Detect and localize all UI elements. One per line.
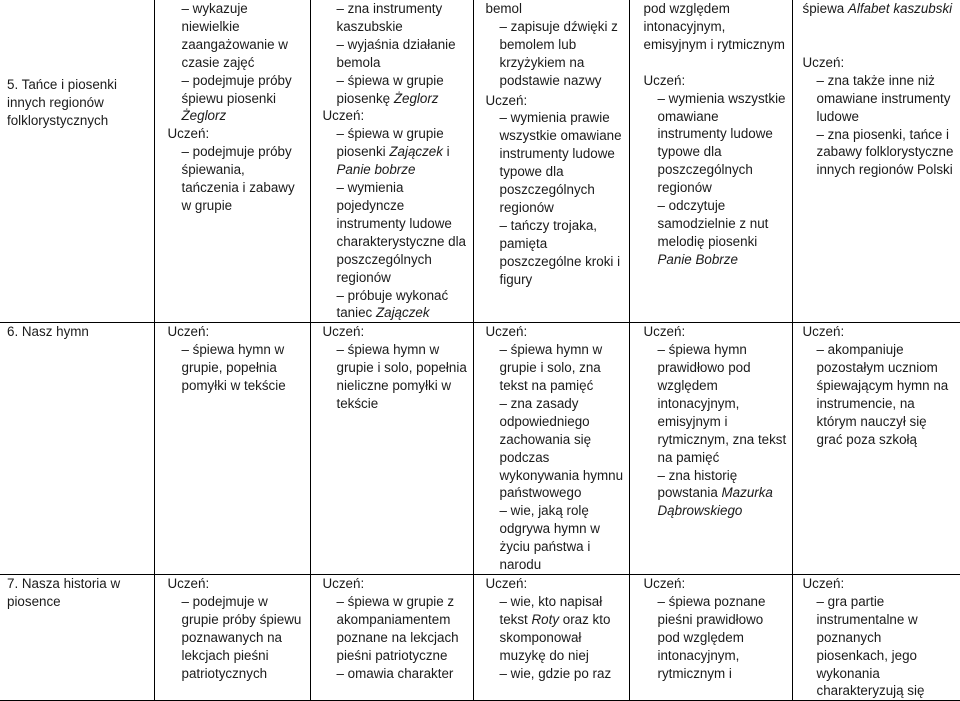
- student-label: Uczeń:: [167, 576, 210, 591]
- table-row: [0, 323, 960, 575]
- requirement: – omawia charakter: [336, 665, 454, 681]
- student-label: Uczeń:: [322, 576, 365, 591]
- grade-cell-3: [473, 0, 629, 323]
- student-label: Uczeń:: [167, 126, 210, 142]
- student-label: Uczeń:: [802, 324, 845, 340]
- student-label: Uczeń:: [322, 324, 365, 340]
- student-label: Uczeń:: [167, 324, 210, 340]
- student-label: Uczeń:: [322, 108, 365, 124]
- requirement: – śpiewa poznane pieśni prawidłowo pod względem intonacyjnym, rytmicznym i: [657, 593, 766, 681]
- grade-cell-4: [629, 0, 792, 323]
- requirement: – śpiewa hymn prawidłowo pod względem intonacyjnym, emisyjnym i rytmicznym, zna tekst na pamięć: [657, 342, 787, 465]
- grade-cell-4: [629, 323, 792, 575]
- requirement: – tańczy trojaka, pamięta poszczególne kroki i figury: [499, 217, 621, 287]
- student-label: Uczeń:: [643, 324, 686, 340]
- requirement: – zna zasady odpowiedniego zachowania się podczas wykonywania hymnu państwowego: [499, 395, 624, 501]
- topic-title: 6. Nasz hymn: [7, 324, 89, 340]
- requirement: – próbuje wykonać taniec Zajączek: [336, 287, 449, 321]
- requirement: – wykazuje niewielkie zaangażowanie w czasie zajęć: [181, 1, 288, 70]
- requirement: – zna historię powstania Mazurka Dąbrowskiego: [657, 467, 773, 519]
- requirement-continued: pod względem intonacyjnym, emisyjnym i rytmicznym: [643, 1, 785, 52]
- requirement: – wie, jaką rolę odgrywa hymn w życiu państwa i narodu: [499, 503, 600, 573]
- requirement: – wymienia prawie wszystkie omawiane instrumenty ludowe typowe dla poszczególnych regionów: [499, 110, 622, 215]
- grade-cell-5: [792, 0, 960, 323]
- requirement: – zna także inne niż omawiane instrumenty ludowe: [816, 72, 951, 124]
- requirement: – śpiewa w grupie piosenki Zajączek i Panie bobrze: [336, 126, 450, 178]
- requirement: – śpiewa w grupie piosenkę Żeglorz: [336, 72, 444, 106]
- requirement: – śpiewa w grupie z akompaniamentem poznane na lekcjach pieśni patriotyczne: [336, 593, 459, 663]
- grade-cell-1: [154, 0, 310, 323]
- student-label: Uczeń:: [643, 576, 686, 591]
- requirement: – wymienia pojedyncze instrumenty ludowe charakterystyczne dla poszczególnych regionów: [336, 180, 466, 285]
- topic-cell: [0, 0, 154, 323]
- student-label: Uczeń:: [485, 324, 528, 340]
- requirement: – wymienia wszystkie omawiane instrumenty ludowe typowe dla poszczególnych regionów: [657, 90, 786, 196]
- requirement: – zapisuje dźwięki z bemolem lub krzyżykiem na podstawie nazwy: [499, 18, 618, 88]
- requirement: – śpiewa hymn w grupie i solo, zna tekst na pamięć: [499, 342, 603, 394]
- student-label: Uczeń:: [643, 72, 686, 88]
- requirement: – wyjaśnia działanie bemola: [336, 36, 456, 70]
- requirement: – wie, gdzie po raz: [499, 665, 612, 681]
- requirement: – śpiewa hymn w grupie i solo, popełnia nieliczne pomyłki w tekście: [336, 342, 467, 411]
- requirement: – zna instrumenty kaszubskie: [336, 1, 443, 34]
- student-label: Uczeń:: [802, 54, 845, 70]
- table-row: [0, 0, 960, 323]
- requirement: – podejmuje w grupie próby śpiewu poznawanych na lekcjach pieśni patriotycznych: [181, 593, 302, 681]
- grade-cell-3: [473, 323, 629, 575]
- student-label: Uczeń:: [485, 576, 528, 591]
- requirement: – wie, kto napisał tekst Roty oraz kto skomponował muzykę do niej: [499, 593, 611, 663]
- grade-cell-2: [310, 0, 473, 323]
- requirement: – akompaniuje pozostałym uczniom śpiewającym hymn na instrumencie, na którym nauczył się grać poza szkołą: [816, 342, 949, 447]
- topic-title: 7. Nasza historia w piosence: [7, 576, 121, 609]
- requirement: – śpiewa hymn w grupie, popełnia pomyłki w tekście: [181, 342, 286, 394]
- requirement: – podejmuje próby śpiewu piosenki Żeglorz: [181, 72, 292, 124]
- topic-cell: [0, 323, 154, 575]
- requirement-continued: bemol: [485, 1, 522, 16]
- requirement: – podejmuje próby śpiewania, tańczenia i zabawy w grupie: [181, 144, 295, 213]
- requirement: – zna piosenki, tańce i zabawy folklorystyczne innych regionów Polski: [816, 126, 954, 178]
- grade-cell-1: [154, 323, 310, 575]
- requirement-continued: śpiewa Alfabet kaszubski: [802, 1, 953, 16]
- grade-cell-5: [792, 323, 960, 575]
- requirement: – gra partie instrumentalne w poznanych piosenkach, jego wykonania charakteryzują się: [816, 593, 925, 699]
- student-label: Uczeń:: [485, 92, 528, 108]
- grade-cell-2: [310, 323, 473, 575]
- student-label: Uczeń:: [802, 576, 845, 591]
- topic-title: 5. Tańce i piosenki innych regionów folklorystycznych: [7, 77, 117, 128]
- requirement: – odczytuje samodzielnie z nut melodię piosenki Panie Bobrze: [657, 198, 769, 267]
